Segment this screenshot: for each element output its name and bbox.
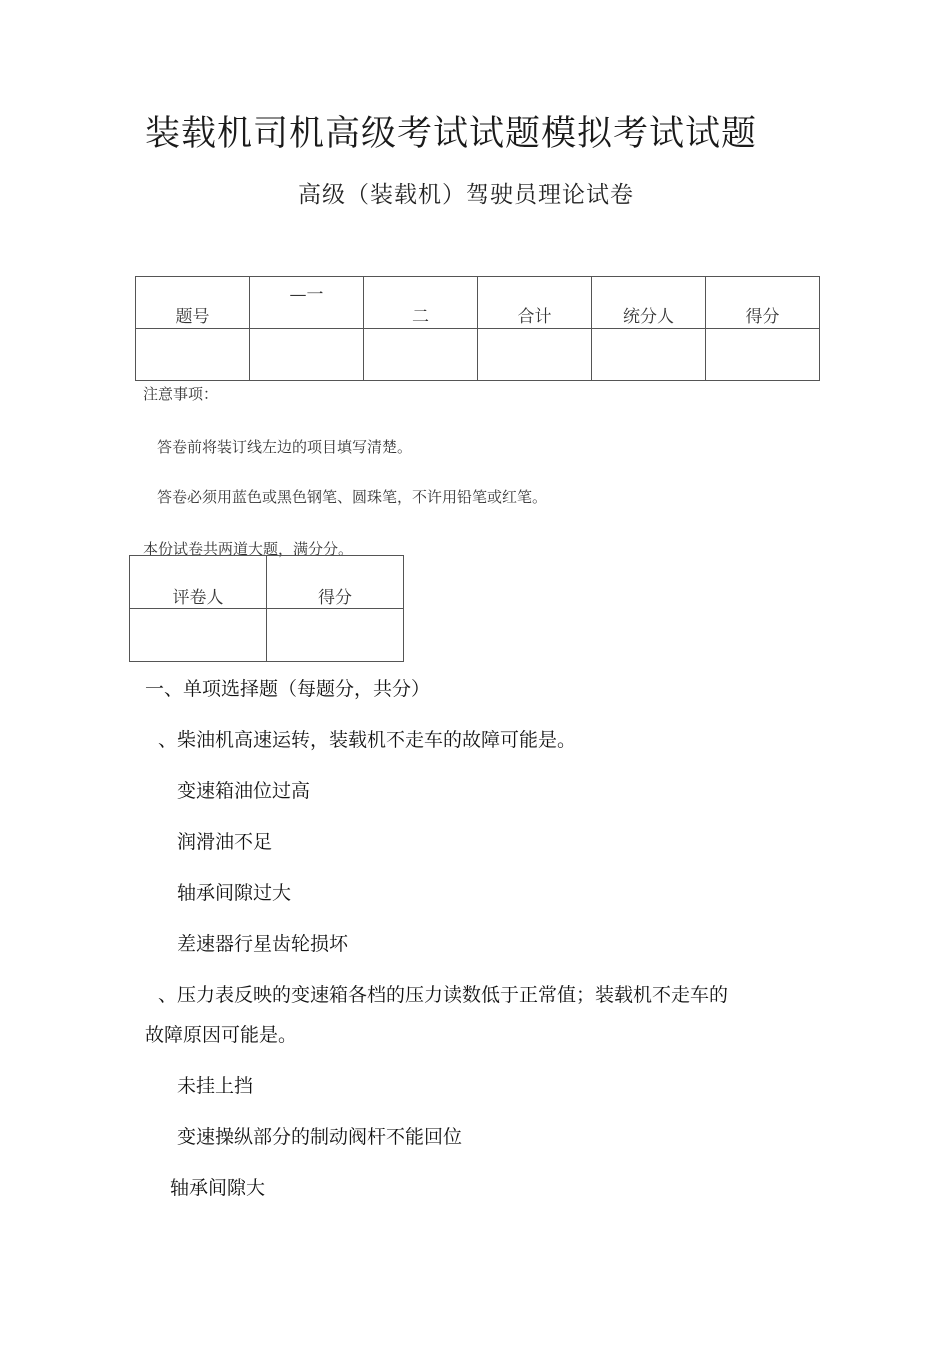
answer-option: 润滑油不足 <box>177 831 273 853</box>
document-subtitle: 高级（装载机）驾驶员理论试卷 <box>298 182 634 208</box>
grader-table <box>129 555 404 662</box>
answer-option: 变速箱油位过高 <box>177 780 311 802</box>
score-table-header-cell: 二 <box>364 277 478 329</box>
answer-option: 未挂上挡 <box>177 1075 254 1097</box>
score-table-header-cell: 合计 <box>478 277 592 329</box>
note-item: 本份试卷共两道大题，满分分。 <box>143 540 354 558</box>
answer-option: 轴承间隙过大 <box>177 882 292 904</box>
question-stem-continued: 故障原因可能是。 <box>145 1024 298 1046</box>
note-item: 答卷必须用蓝色或黑色钢笔、圆珠笔，不许用铅笔或红笔。 <box>157 488 548 506</box>
answer-option: 轴承间隙大 <box>170 1177 266 1199</box>
score-table <box>135 276 820 381</box>
score-cell <box>364 329 478 381</box>
notes-title: 注意事项： <box>143 385 219 403</box>
score-table-header-cell: 题号 <box>136 277 250 329</box>
score-cell <box>706 329 820 381</box>
score-table-header-row <box>136 277 820 329</box>
grader-table-header-row <box>130 556 404 609</box>
score-cell <box>592 329 706 381</box>
answer-option: 变速操纵部分的制动阀杆不能回位 <box>177 1126 463 1148</box>
score-table-header-cell: 统分人 <box>592 277 706 329</box>
score-table-entry-row <box>136 329 820 381</box>
score-table-header-cell: 得分 <box>706 277 820 329</box>
answer-option: 差速器行星齿轮损坏 <box>177 933 349 955</box>
section-title: 一、单项选择题（每题分，共分） <box>145 678 431 700</box>
score-cell <box>478 329 592 381</box>
question-stem: 、压力表反映的变速箱各档的压力读数低于正常值；装载机不走车的 <box>158 984 729 1006</box>
grader-cell <box>267 609 404 662</box>
grader-table-entry-row <box>130 609 404 662</box>
document-title: 装载机司机高级考试试题模拟考试试题 <box>145 114 758 154</box>
grader-table-header-cell: 评卷人 <box>130 556 267 609</box>
score-table-header-cell: —一 <box>250 277 364 329</box>
score-cell <box>250 329 364 381</box>
grader-table-header-cell: 得分 <box>267 556 404 609</box>
grader-cell <box>130 609 267 662</box>
note-item: 答卷前将装订线左边的项目填写清楚。 <box>157 438 413 456</box>
score-cell <box>136 329 250 381</box>
question-stem: 、柴油机高速运转，装载机不走车的故障可能是。 <box>158 729 577 751</box>
